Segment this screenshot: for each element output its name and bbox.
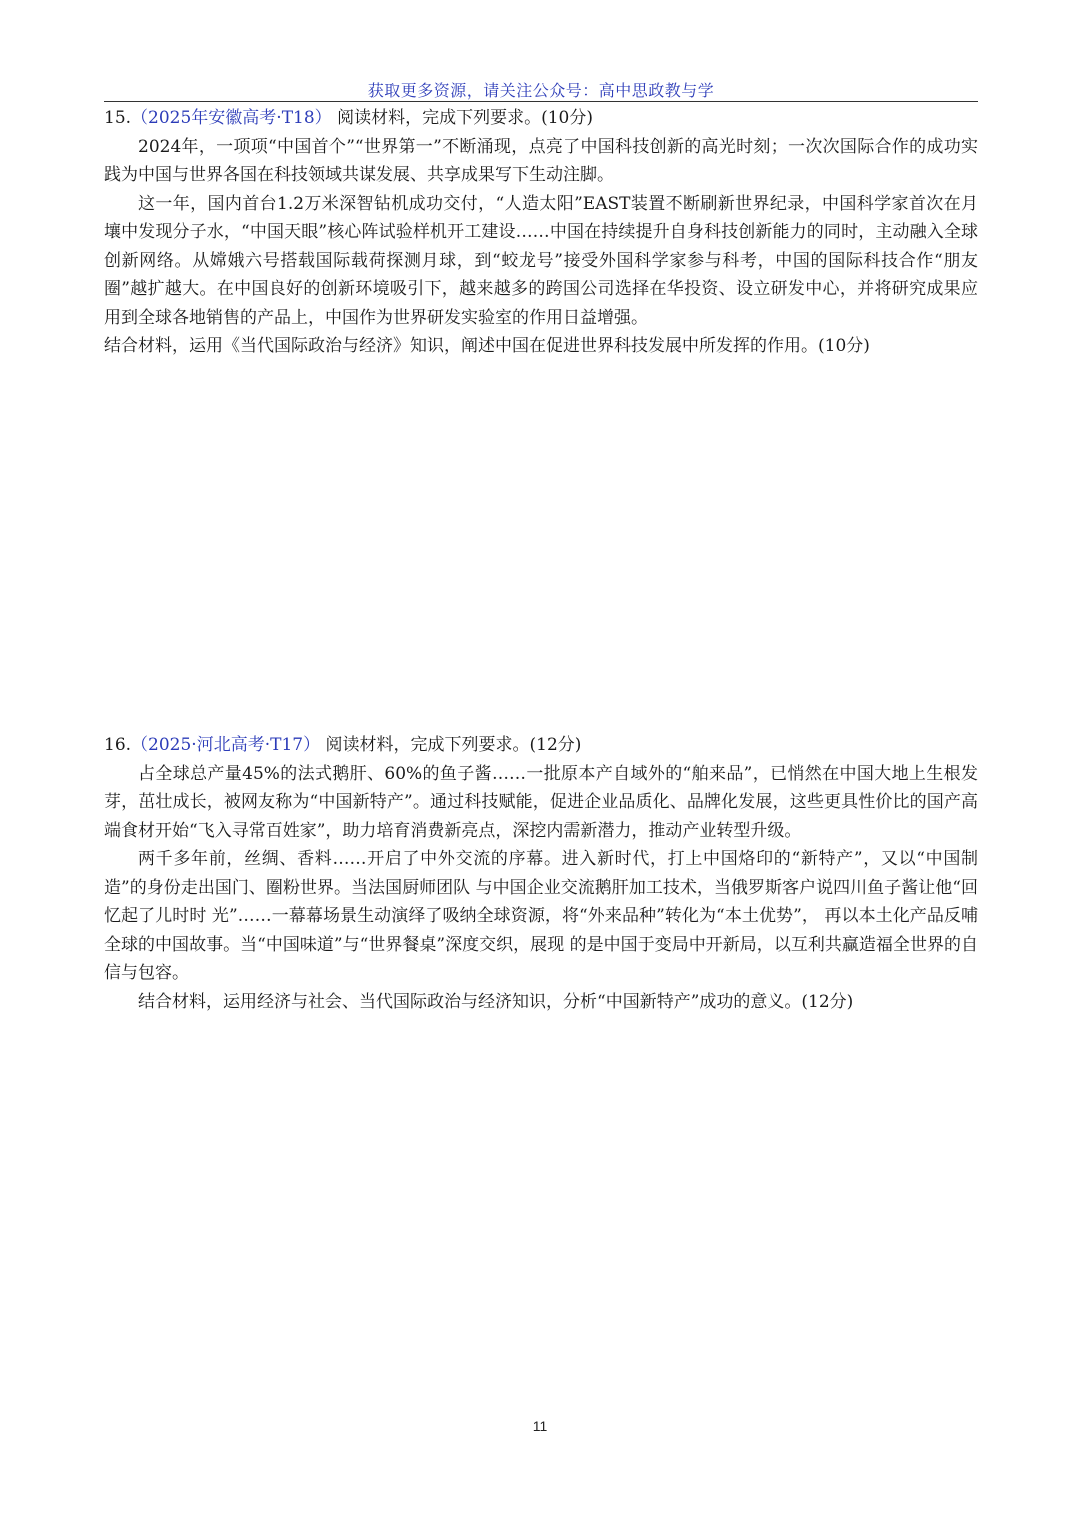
material-paragraph: 两千多年前，丝绸、香料……开启了中外交流的序幕。进入新时代，打上中国烙印的“新特产”，又以“中国制造”的身份走出国门、圈粉世界。当法国厨师团队 与中国企业交流鹅肝加工技术，当俄罗斯客户说四川鱼子酱让他“回忆起了儿时时 光”……一幕幕场景生动演绎了吸纳全球资源，将“外来品种”转化为“本土优势”， 再以本土化产品反哺全球的中国故事。当“中国味道”与“世界餐桌”深度交织，展现 的是中国于变局中开新局，以互利共赢造福全世界的自信与包容。: [104, 849, 978, 983]
question-heading: [104, 104, 978, 133]
question-task: 结合材料，运用经济与社会、当代国际政治与经济知识，分析“中国新特产”成功的意义。(12分): [138, 991, 854, 1012]
question-16: [104, 731, 978, 1016]
material-paragraph: 这一年，国内首台1.2万米深智钻机成功交付，“人造太阳”EAST装置不断刷新世界纪录，中国科学家首次在月壤中发现分子水，“中国天眼”核心阵试验样机开工建设……中国在持续提升自身科技创新能力的同时，主动融入全球创新网络。从嫦娥六号搭载国际载荷探测月球，到“蛟龙号”接受外国科学家参与科考，中国的国际科技合作“朋友圈”越扩越大。在中国良好的创新环境吸引下，越来越多的跨国公司选择在华投资、设立研发中心，并将研究成果应用到全球各地销售的产品上，中国作为世界研发实验室的作用日益增强。: [104, 193, 978, 328]
material-paragraph: 2024年，一项项“中国首个”“世界第一”不断涌现，点亮了中国科技创新的高光时刻；一次次国际合作的成功实践为中国与世界各国在科技领域共谋发展、共享成果写下生动注脚。: [104, 136, 978, 185]
header-divider: [104, 101, 978, 102]
question-heading: [104, 731, 978, 760]
question-source: （2025年安徽高考·T18）: [131, 108, 332, 128]
question-prompt: 阅读材料，完成下列要求。(10分): [337, 108, 593, 128]
question-prompt: 阅读材料，完成下列要求。(12分): [325, 735, 582, 755]
page-number: 11: [532, 1418, 548, 1434]
page-header: 获取更多资源，请关注公众号：高中思政教与学: [367, 81, 715, 100]
question-source: （2025·河北高考·T17）: [131, 735, 321, 755]
question-number: 15.: [104, 108, 132, 128]
question-15: [104, 104, 978, 361]
material-paragraph: 占全球总产量45%的法式鹅肝、60%的鱼子酱……一批原本产自域外的“舶来品”，已悄然在中国大地上生根发芽，茁壮成长，被网友称为“中国新特产”。通过科技赋能，促进企业品质化、品牌化发展，这些更具性价比的国产高端食材开始“飞入寻常百姓家”，助力培育消费新亮点，深挖内需新潜力，推动产业转型升级。: [104, 763, 978, 841]
question-task: 结合材料，运用《当代国际政治与经济》知识，阐述中国在促进世界科技发展中所发挥的作用。(10分): [104, 336, 870, 356]
question-number: 16.: [104, 735, 132, 755]
